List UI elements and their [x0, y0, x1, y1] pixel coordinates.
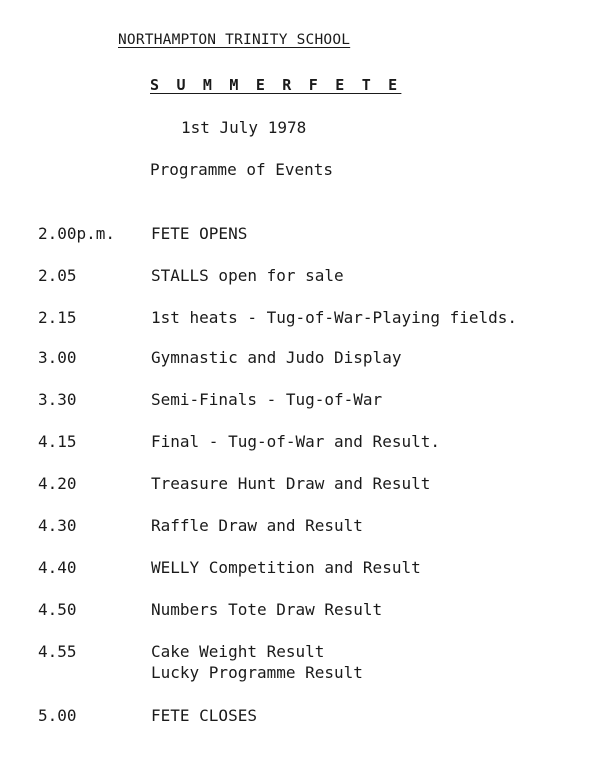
event-time: 3.00 [38, 348, 77, 367]
event-time: 5.00 [38, 706, 77, 725]
event-description: Numbers Tote Draw Result [151, 600, 383, 619]
event-description: Semi-Finals - Tug-of-War [151, 390, 383, 409]
event-description-second-line: Lucky Programme Result [151, 663, 363, 682]
event-description: 1st heats - Tug-of-War-Playing fields. [151, 308, 518, 327]
event-description: Treasure Hunt Draw and Result [151, 474, 431, 493]
event-row [0, 642, 600, 686]
event-row [0, 516, 600, 538]
event-description: Raffle Draw and Result [151, 516, 363, 535]
event-time: 2.15 [38, 308, 77, 327]
event-description: FETE OPENS [151, 224, 248, 243]
event-row [0, 308, 600, 330]
event-description: Cake Weight Result [151, 642, 325, 661]
school-name: NORTHAMPTON TRINITY SCHOOL [118, 32, 351, 48]
event-time: 3.30 [38, 390, 77, 409]
event-row [0, 390, 600, 412]
event-time: 4.55 [38, 642, 77, 661]
programme-heading: Programme of Events [150, 160, 334, 179]
event-time: 4.20 [38, 474, 77, 493]
event-row [0, 432, 600, 454]
event-time: 4.30 [38, 516, 77, 535]
event-row [0, 558, 600, 580]
fete-date: 1st July 1978 [181, 118, 307, 137]
event-time: 4.15 [38, 432, 77, 451]
event-row [0, 706, 600, 728]
event-row [0, 474, 600, 496]
event-description: FETE CLOSES [151, 706, 257, 725]
event-time: 4.40 [38, 558, 77, 577]
event-row [0, 266, 600, 288]
event-description: WELLY Competition and Result [151, 558, 421, 577]
fete-title: S U M M E R F E T E [150, 76, 402, 94]
event-row [0, 600, 600, 622]
event-description: STALLS open for sale [151, 266, 344, 285]
event-time: 2.05 [38, 266, 77, 285]
event-description: Gymnastic and Judo Display [151, 348, 402, 367]
event-description: Final - Tug-of-War and Result. [151, 432, 440, 451]
event-row [0, 224, 600, 246]
event-time: 2.00p.m. [38, 224, 116, 243]
event-row [0, 348, 600, 370]
event-time: 4.50 [38, 600, 77, 619]
